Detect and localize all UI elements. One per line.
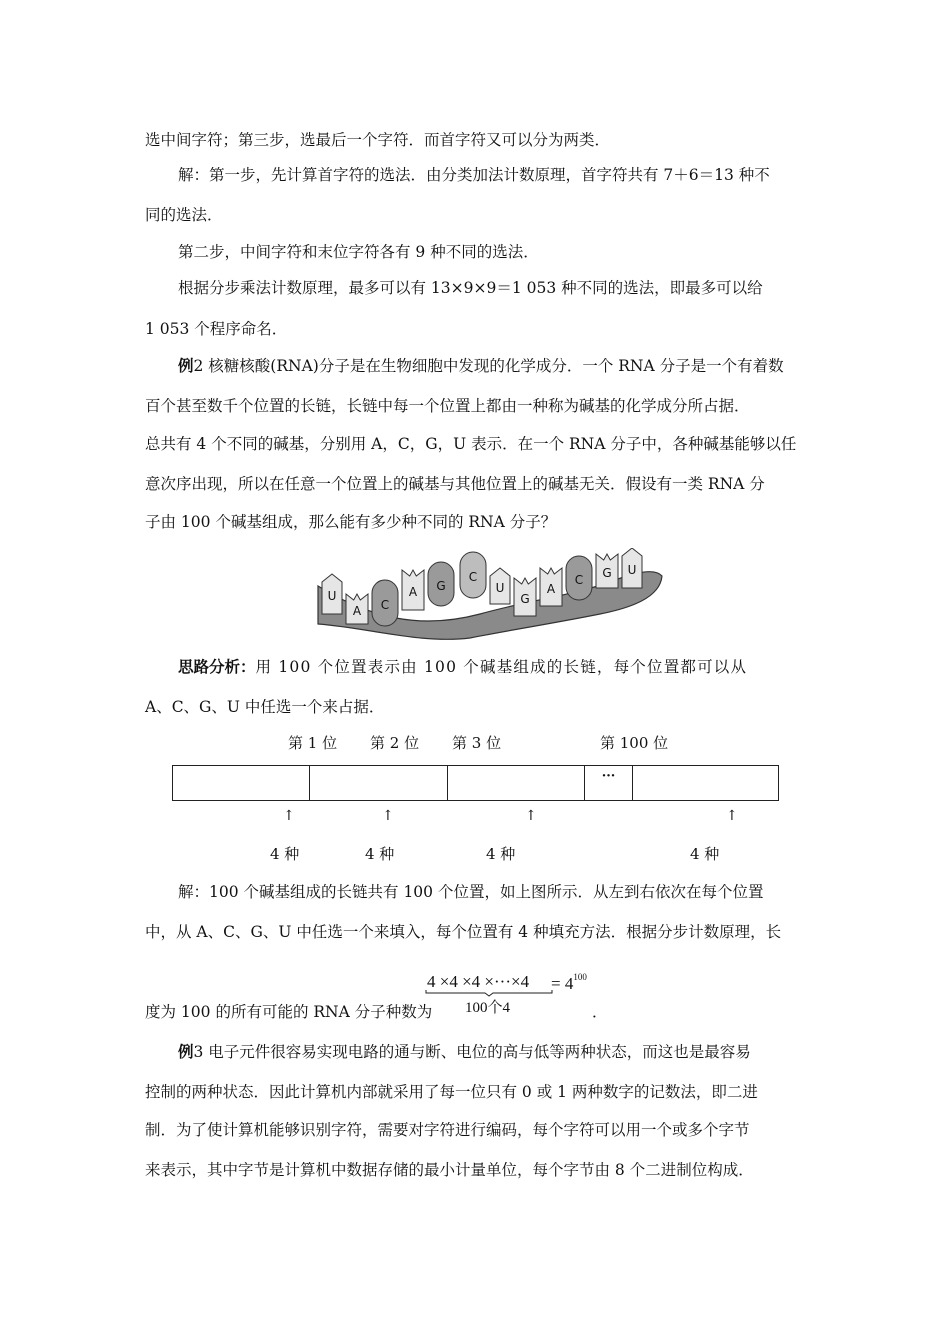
text-line: 1 053 个程序命名． bbox=[145, 320, 288, 338]
text-line: 控制的两种状态．因此计算机内部就采用了每一位只有 0 或 1 两种数字的记数法，即二进 bbox=[145, 1083, 758, 1101]
rna-base bbox=[566, 556, 592, 600]
analysis-label: 思路分析： bbox=[178, 658, 256, 676]
up-arrow-icon: ↑ bbox=[283, 808, 295, 824]
formula-result: = $4^{100}$ bbox=[551, 972, 587, 993]
position-label: 第 1 位 bbox=[288, 734, 338, 752]
position-label: 第 2 位 bbox=[370, 734, 420, 752]
example-3-line bbox=[178, 1040, 751, 1062]
rna-base-letter: U bbox=[495, 581, 505, 595]
rna-base bbox=[490, 568, 510, 604]
rna-base-letter: C bbox=[380, 598, 390, 612]
rna-base bbox=[372, 580, 398, 626]
position-cell bbox=[632, 765, 779, 801]
rna-base bbox=[622, 548, 642, 588]
rna-base-letter: G bbox=[520, 592, 530, 606]
rna-base bbox=[428, 562, 454, 606]
rna-base-letter: A bbox=[546, 582, 556, 596]
up-arrow-icon: ↑ bbox=[726, 808, 738, 824]
text-line: A、C、G、U 中任选一个来占据． bbox=[145, 698, 385, 716]
rna-base bbox=[540, 568, 562, 606]
rna-base-letter: G bbox=[436, 579, 446, 593]
example-2-line bbox=[178, 354, 784, 376]
example-label: 例 bbox=[178, 1043, 194, 1061]
text-line: 中，从 A、C、G、U 中任选一个来填入，每个位置有 4 种填充方法．根据分步计数原理，长 bbox=[145, 923, 782, 941]
text-line: 解：100 个碱基组成的长链共有 100 个位置，如上图所示．从左到右依次在每个位置 bbox=[178, 883, 764, 901]
text-line: 度为 100 的所有可能的 RNA 分子种数为 bbox=[145, 1003, 433, 1021]
rna-base-letter: A bbox=[352, 604, 362, 618]
rna-base bbox=[402, 570, 424, 610]
text-line: 意次序出现，所以在任意一个位置上的碱基与其他位置上的碱基无关．假设有一类 RNA 分 bbox=[145, 475, 765, 493]
text-line: 解：第一步，先计算首字符的选法．由分类加法计数原理，首字符共有 7＋6＝13 种不 bbox=[178, 166, 770, 184]
ellipsis-cell: ··· bbox=[584, 765, 633, 801]
position-label: 第 3 位 bbox=[452, 734, 502, 752]
formula bbox=[425, 970, 605, 1018]
choice-count: 4 种 bbox=[365, 845, 395, 863]
text-line: 总共有 4 个不同的碱基，分别用 A，C，G，U 表示．在一个 RNA 分子中，各种碱基能够以任 bbox=[145, 435, 797, 453]
rna-base bbox=[514, 578, 536, 616]
text-line: 百个甚至数千个位置的长链，长链中每一个位置上都由一种称为碱基的化学成分所占据． bbox=[145, 397, 750, 415]
rna-base bbox=[322, 574, 342, 614]
text-line: 制．为了使计算机能够识别字符，需要对字符进行编码，每个字符可以用一个或多个字节 bbox=[145, 1121, 750, 1139]
rna-base-letter: C bbox=[468, 570, 478, 584]
up-arrow-icon: ↑ bbox=[525, 808, 537, 824]
rna-base-letter: U bbox=[627, 563, 637, 577]
position-cell bbox=[447, 765, 585, 801]
position-label: 第 100 位 bbox=[600, 734, 669, 752]
rna-base-letter: G bbox=[602, 566, 612, 580]
choice-count: 4 种 bbox=[486, 845, 516, 863]
position-cell bbox=[172, 765, 310, 801]
example-text: 2 核糖核酸(RNA)分子是在生物细胞中发现的化学成分．一个 RNA 分子是一个有着数 bbox=[193, 357, 784, 375]
rna-base-letter: C bbox=[574, 573, 584, 587]
rna-base-letter: A bbox=[408, 585, 418, 599]
analysis-text: 用 100 个位置表示由 100 个碱基组成的长链，每个位置都可以从 bbox=[255, 658, 748, 676]
text-line: 同的选法． bbox=[145, 206, 223, 224]
analysis-line bbox=[178, 655, 747, 677]
rna-base bbox=[596, 554, 618, 588]
brace-label: 100个4 bbox=[465, 1000, 511, 1016]
text-line: 根据分步乘法计数原理，最多可以有 13×9×9＝1 053 种不同的选法，即最多可以给 bbox=[178, 279, 763, 297]
example-label: 例 bbox=[178, 357, 194, 375]
rna-illustration bbox=[310, 548, 670, 640]
text-line: 第二步，中间字符和末位字符各有 9 种不同的选法． bbox=[178, 243, 539, 261]
text-line: 子由 100 个碱基组成，那么能有多少种不同的 RNA 分子？ bbox=[145, 513, 557, 531]
text-line: ． bbox=[592, 1003, 608, 1021]
text-line: 来表示，其中字节是计算机中数据存储的最小计量单位，每个字节由 8 个二进制位构成． bbox=[145, 1161, 754, 1179]
up-arrow-icon: ↑ bbox=[382, 808, 394, 824]
choice-count: 4 种 bbox=[270, 845, 300, 863]
rna-base bbox=[346, 594, 368, 624]
formula-top: 4 ×4 ×4 ×···×4 bbox=[427, 972, 530, 991]
position-cell bbox=[309, 765, 448, 801]
text-line: 选中间字符；第三步，选最后一个字符．而首字符又可以分为两类． bbox=[145, 131, 611, 149]
rna-base-letter: U bbox=[327, 589, 337, 603]
choice-count: 4 种 bbox=[690, 845, 720, 863]
example-text: 3 电子元件很容易实现电路的通与断、电位的高与低等两种状态，而这也是最容易 bbox=[193, 1043, 751, 1061]
rna-base bbox=[460, 552, 486, 598]
